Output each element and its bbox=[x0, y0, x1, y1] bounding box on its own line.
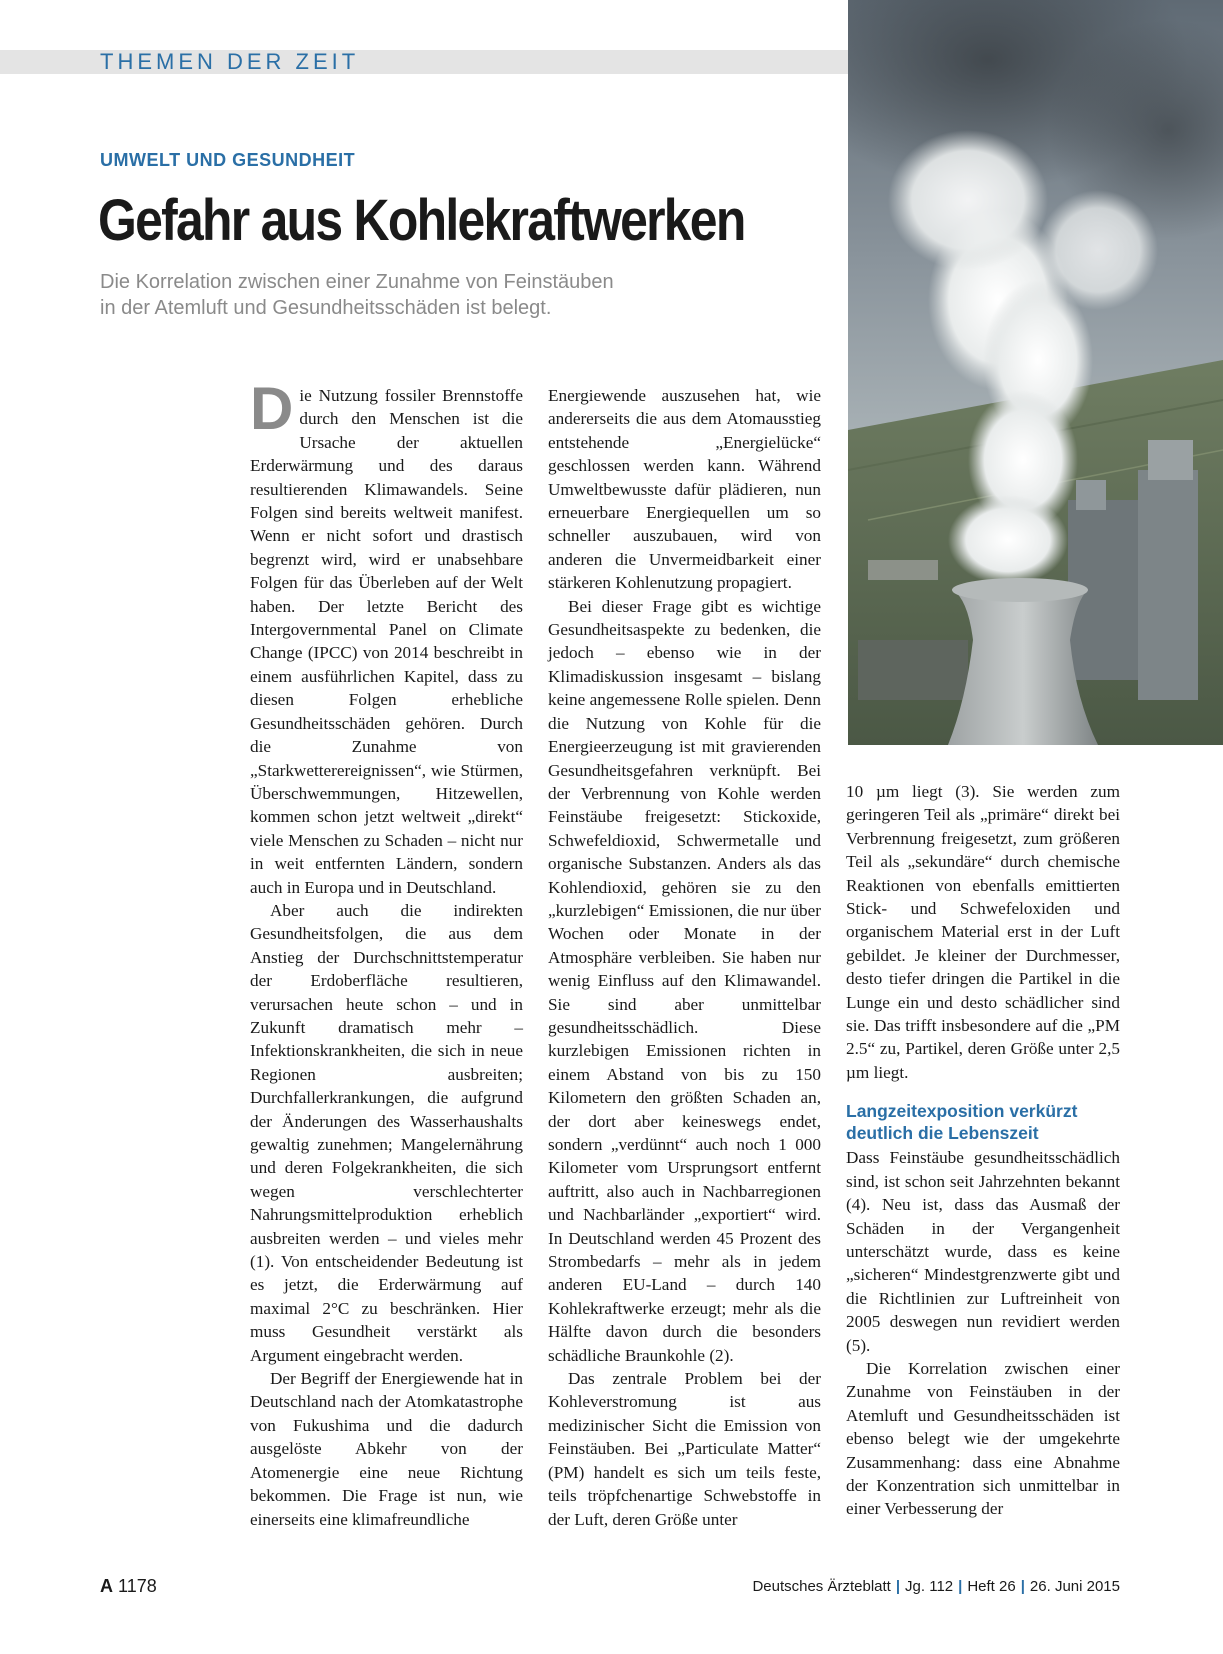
deck-line: in der Atemluft und Gesundheitsschäden ist belegt. bbox=[100, 297, 552, 319]
section-label: THEMEN DER ZEIT bbox=[100, 49, 360, 74]
paragraph: Die Korrelation zwischen einer Zunahme von Feinstäuben in der Atemluft und Gesundheitsschäden ist ebenso belegt wie der umgekehrte Zusammenhang: dass eine Abnahme der Konzentration sich unmittelbar in einer Verbesserung der bbox=[846, 1358, 1120, 1519]
journal-volume: Jg. 112 bbox=[905, 1578, 954, 1595]
journal-footer bbox=[752, 1578, 1120, 1595]
article-title: Gefahr aus Kohlekraftwerken bbox=[98, 188, 745, 253]
power-plant-photo bbox=[848, 0, 1223, 745]
paragraph: Energiewende auszusehen hat, wie andererseits die aus dem Atomausstieg entstehende „Energielücke“ geschlossen werden kann. Während Umweltbewusste dafür plädieren, nun erneuerbare Energiequellen um so schneller auszubauen, wird von anderen die Unvermeidbarkeit einer stärkeren Kohlenutzung propagiert. bbox=[548, 386, 821, 593]
subheading bbox=[846, 1100, 1120, 1144]
text-column-3 bbox=[846, 780, 1120, 1521]
paragraph: Der Begriff der Energiewende hat in Deutschland nach der Atomkatastrophe von Fukushima und die dadurch ausgelöste Abkehr von der Atomenergie eine neue Richtung bekommen. Die Frage ist nun, wie einerseits eine klimafreundliche bbox=[250, 1369, 523, 1529]
page-number-value: 1178 bbox=[118, 1576, 157, 1596]
dropcap: D bbox=[250, 375, 294, 442]
article-kicker: UMWELT UND GESUNDHEIT bbox=[100, 150, 356, 170]
text-column-2 bbox=[548, 384, 821, 1531]
text-column-1 bbox=[250, 375, 523, 1531]
paragraph: Aber auch die indirekten Gesundheitsfolgen, die aus dem Anstieg der Durchschnittstemperatur der Erdoberfläche resultieren, verursachen heute schon – und in Zukunft dramatisch mehr – Infektionskrankheiten, die sich in neue Regionen ausbreiten; Durchfallerkrankungen, die aufgrund der Änderungen des Wasserhaushalts gewaltig zunehmen; Mangelernährung und deren Folgekrankheiten, die sich wegen verschlechterter Nahrungsmittelproduktion erheblich ausbreiten werden – und vieles mehr (1). Von entscheidender Bedeutung ist es jetzt, die Erderwärmung auf maximal 2°C zu beschränken. Hier muss Gesundheit verstärkt als Argument eingebracht werden. bbox=[250, 900, 523, 1365]
subheading-line: Langzeitexposition verkürzt bbox=[846, 1101, 1078, 1122]
paragraph: 10 µm liegt (3). Sie werden zum geringeren Teil als „primäre“ direkt bei Verbrennung freigesetzt, zum größeren Teil als „sekundäre“ durch chemische Reaktionen von ebenfalls emittierten Stick- und Schwefeloxiden und organischem Material erst in der Luft gebildet. Je kleiner der Durchmesser, desto tiefer dringen die Partikel in die Lunge ein und desto schädlicher sind sie. Das trifft insbesondere auf die „PM 2.5“ zu, Partikel, deren Größe unter 2,5 µm liegt. bbox=[846, 782, 1120, 1082]
journal-date: 26. Juni 2015 bbox=[1029, 1578, 1120, 1595]
paragraph: Das zentrale Problem bei der Kohleverstromung ist aus medizinischer Sicht die Emission von Feinstäuben. Bei „Particulate Matter“ (PM) handelt es sich um teils feste, teils tröpfchenartige Schwebstoffe in der Luft, deren Größe unter bbox=[548, 1369, 821, 1529]
paragraph bbox=[250, 375, 523, 899]
page-number bbox=[100, 1576, 157, 1597]
deck-line: Die Korrelation zwischen einer Zunahme von Feinstäuben bbox=[100, 271, 614, 293]
page-prefix: A bbox=[100, 1576, 113, 1596]
article-deck bbox=[100, 269, 740, 321]
journal-name: Deutsches Ärzteblatt bbox=[752, 1578, 891, 1595]
footer-separator: | bbox=[1020, 1578, 1025, 1595]
journal-issue: Heft 26 bbox=[967, 1578, 1016, 1595]
paragraph: Bei dieser Frage gibt es wichtige Gesundheitsaspekte zu bedenken, die jedoch – ebenso wie in der Klimadiskussion insgesamt – bislang keine angemessene Rolle spielen. Denn die Nutzung von Kohle für die Energieerzeugung ist mit gravierenden Gesundheitsgefahren verknüpft. Bei der Verbrennung von Kohle werden Feinstäube freigesetzt: Stickoxide, Schwefeldioxid, Schwermetalle und organische Substanzen. Anders als das Kohlendioxid, gehören sie zu den „kurzlebigen“ Emissionen, die nur über Wochen oder Monate in der Atmosphäre verbleiben. Sie haben nur wenig Einfluss auf den Klimawandel. Sie sind aber unmittelbar gesundheitsschädlich. Diese kurzlebigen Emissionen richten in einem Abstand von bis zu 150 Kilometern den größten Schaden an, der dort aber keineswegs endet, sondern „verdünnt“ auch noch 1 000 Kilometer vom Ursprungsort entfernt auftritt, also auch in Nachbarregionen und Nachbarländer „exportiert“ wird. In Deutschland werden 45 Prozent des Strombedarfs – mehr als in jedem anderen EU-Land – durch 140 Kohlekraftwerke erzeugt; mehr als die Hälfte davon durch die besonders schädliche Braunkohle (2). bbox=[548, 596, 821, 1365]
paragraph-text: ie Nutzung fossiler Brennstoffe durch den Menschen ist die Ursache der aktuellen Erderwärmung und des daraus resultierenden Klimawandels. Seine Folgen sind bereits weltweit manifest. Wenn er nicht sofort und drastisch begrenzt wird, wird er unabsehbare Folgen für das Überleben auf der Welt haben. Der letzte Bericht des Intergovernmental Panel on Climate Change (IPCC) von 2014 beschreibt in einem ausführlichen Kapitel, dass zu diesen Folgen erhebliche Gesundheitsschäden gehören. Durch die Zunahme von „Starkwetterereignissen“, wie Stürmen, Überschwemmungen, Hitzewellen, kommen schon jetzt weltweit „direkt“ viele Menschen zu Schaden – nicht nur in weit entfernten Ländern, sondern auch in Europa und in Deutschland. bbox=[250, 386, 523, 897]
paragraph: Dass Feinstäube gesundheitsschädlich sind, ist schon seit Jahrzehnten bekannt (4). Neu ist, dass das Ausmaß der Schäden in der Vergangenheit unterschätzt wurde, dass es keine „sicheren“ Mindestgrenzwerte gibt und die Richtlinien zur Luftreinheit von 2005 deswegen nun revidiert werden (5). bbox=[846, 1148, 1120, 1355]
footer-separator: | bbox=[895, 1578, 901, 1595]
subheading-line: deutlich die Lebenszeit bbox=[846, 1123, 1039, 1144]
footer-separator: | bbox=[958, 1578, 963, 1595]
